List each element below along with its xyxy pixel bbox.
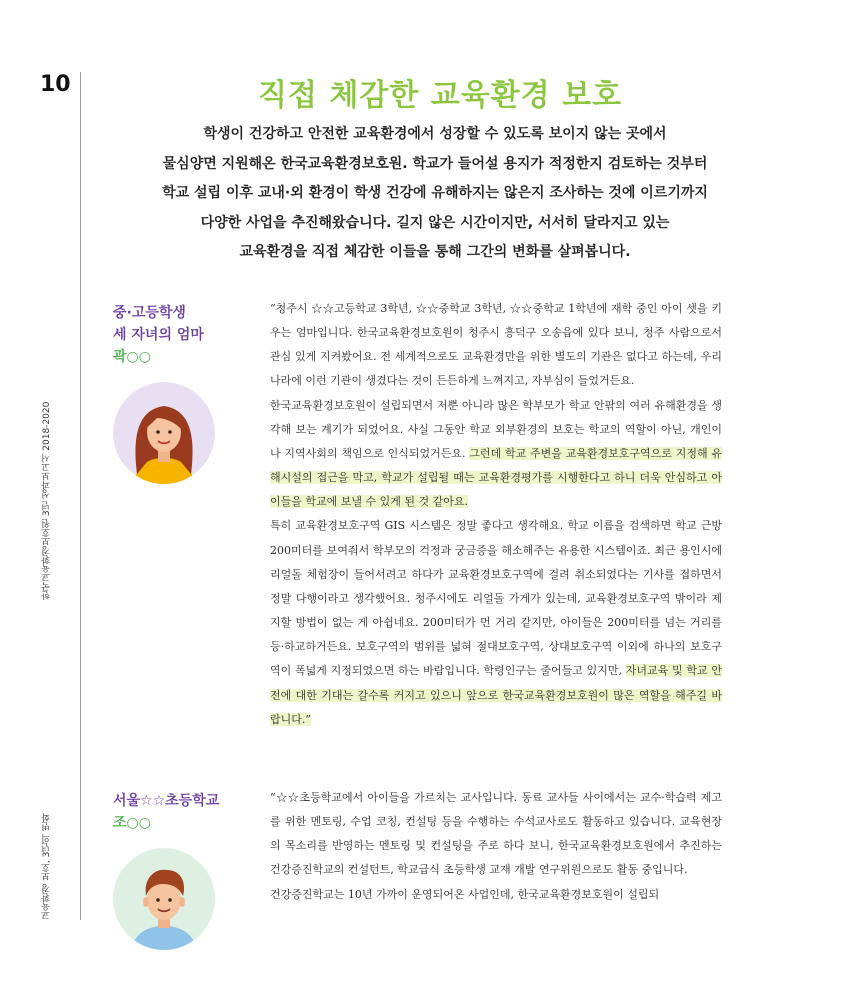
intro-line: 물심양면 지원해온 한국교육환경보호원. 학교가 들어설 용지가 적정한지 검토하는 것부터 (162, 155, 708, 172)
quote-paragraph: 건강증진학교는 10년 가까이 운영되어온 사업인데, 한국교육환경보호원이 설립되 (270, 887, 660, 901)
highlighted-text: 그런데 학교 주변을 교육환경보호구역으로 지정해 유해시설의 접근을 막고, 학교가 설립될 때는 교육환경평가를 시행한다고 하니 더욱 안심하고 아이들을 학교에 보낼 수 있게 된 것 같아요. (270, 446, 722, 509)
intro-paragraph (110, 120, 760, 268)
running-header-section: 교육환경 보호, 3년의 변화 (42, 812, 52, 920)
quote-paragraph: “☆☆초등학교에서 아이들을 가르치는 교사입니다. 동료 교사들 사이에서는 교수·학습력 제고를 위한 멘토링, 수업 코칭, 컨설팅 등을 수행하는 수석교사로도 활동하고 있습니다. 교육현장의 목소리를 반영하는 멘토링 및 컨설팅을 주로 하다 보니, 한국교육환경보호원에서 추진하는 건강증진학교의 컨설턴트, 학교급식 초등학생 교재 개발 연구위원으로도 활동 중입니다. (270, 791, 722, 877)
quote-text: 특히 교육환경보호구역 GIS 시스템은 정말 좋다고 생각해요. 학교 이름을 검색하면 학교 근방 200미터를 보여줘서 학부모의 걱정과 궁금증을 해소해주는 유용한 시스템이죠. 최근 용인시에 리얼돌 체험장이 들어서려고 하다가 교육환경보호구역에 걸려 취소되었다는 기사를 접하면서 정말 다행이라고 생각했어요. 청주시에도 리얼돌 가게가 있는데, 교육환경보호구역 밖이라 제지할 방법이 없는 게 아쉽네요. 200미터가 먼 거리 같지만, 아이들은 200미터를 넘는 거리를 등·하교하거든요. 보호구역의 범위를 넓혀 절대보호구역, 상대보호구역 이외에 하나의 보호구역이 폭넓게 지정되었으면 하는 바람입니다. 학령인구는 줄어들고 있지만, (270, 519, 722, 678)
highlighted-text: 자녀교육 및 학교 안전에 대한 기대는 갈수록 커지고 있으니 앞으로 한국교육환경보호원이 많은 역할을 해주길 바랍니다.” (270, 664, 722, 726)
quote-paragraph: “청주시 ☆☆고등학교 3학년, ☆☆중학교 3학년, ☆☆중학교 1학년에 재학 중인 아이 셋을 키우는 엄마입니다. 한국교육환경보호원이 청주시 흥덕구 오송읍에 있다 보니, 청주 사람으로서 관심 있게 지켜봤어요. 전 세계적으로도 교육환경만을 위한 별도의 기관은 없다고 하는데, 우리나라에 이런 기관이 생겼다는 것이 든든하게 느껴지고, 자부심이 들었거든요. (270, 302, 722, 388)
quote-paragraph (270, 394, 722, 515)
interviewee-1-quote (270, 297, 722, 732)
running-header-report: 한국교육환경보호원 3년 성과보고서 2018-2020 (42, 401, 52, 600)
interviewee-name: 곽○○ (113, 349, 151, 365)
interviewee-role: 서울☆☆초등학교 (113, 793, 220, 809)
page-number: 10 (40, 72, 71, 97)
quote-text: 한국교육환경보호원이 설립되면서 저뿐 아니라 많은 학부모가 학교 안팎의 여러 유해환경을 생각해 보는 계기가 되었어요. 사실 그동안 학교 외부환경의 보호는 학교의 역할이 아닌, 개인이나 지역사회의 책임으로 인식되었거든요. (270, 398, 722, 460)
interviewee-2-label (113, 790, 219, 834)
man-avatar-icon (113, 848, 215, 950)
intro-line: 다양한 사업을 추진해왔습니다. 길지 않은 시간이지만, 서서히 달라지고 있는 (200, 214, 670, 231)
page-title: 직접 체감한 교육환경 보호 (257, 78, 623, 113)
left-divider (80, 72, 81, 920)
intro-line: 학생이 건강하고 안전한 교육환경에서 성장할 수 있도록 보이지 않는 곳에서 (203, 126, 667, 142)
intro-line: 교육환경을 직접 체감한 이들을 통해 그간의 변화를 살펴봅니다. (239, 244, 631, 260)
interviewee-1-label (113, 302, 204, 368)
interviewee-role: 중·고등학생 (113, 305, 186, 321)
intro-line: 학교 설립 이후 교내·외 환경이 학생 건강에 유해하지는 않은지 조사하는 것에 이르기까지 (162, 185, 708, 201)
interviewee-name: 조○○ (113, 815, 151, 831)
interviewee-2-quote (270, 786, 722, 907)
woman-avatar-icon (113, 382, 215, 484)
interviewee-role: 세 자녀의 엄마 (113, 327, 204, 343)
quote-paragraph (270, 514, 722, 731)
